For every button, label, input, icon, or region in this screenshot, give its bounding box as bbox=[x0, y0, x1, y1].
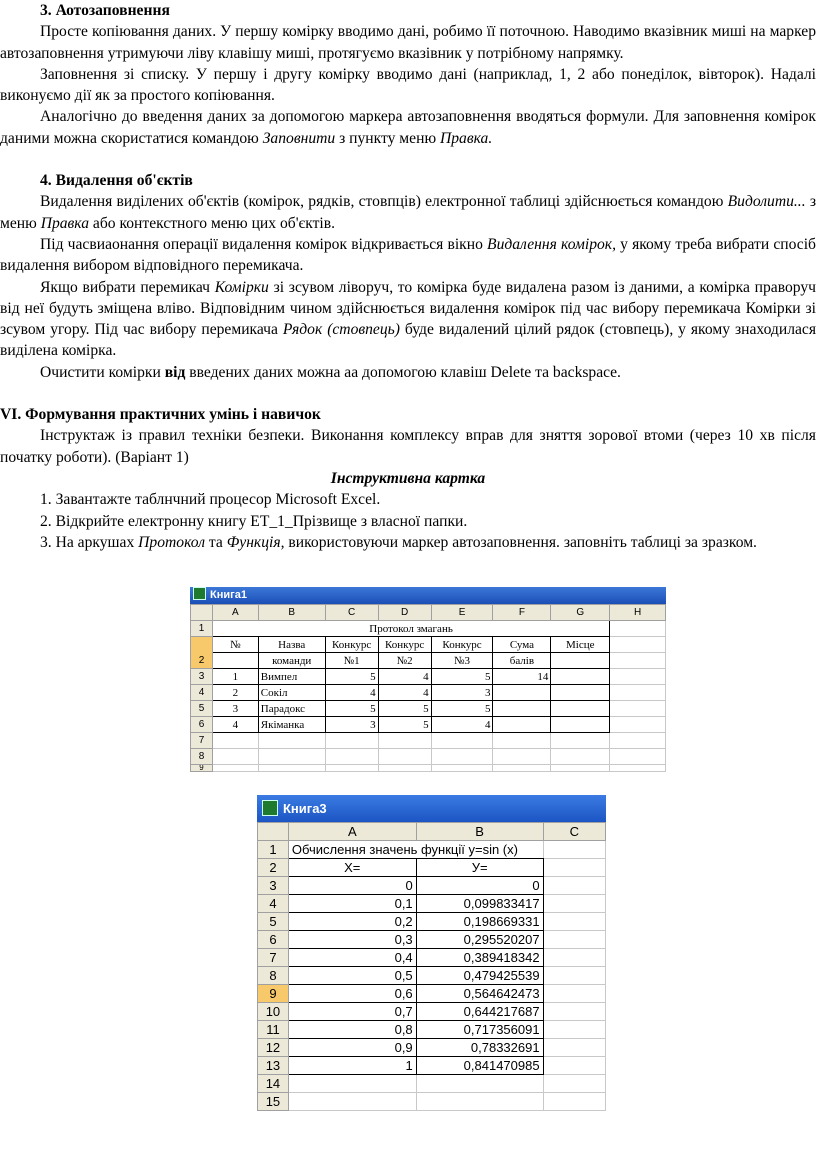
cell[interactable]: Місце bbox=[551, 637, 610, 653]
cell[interactable] bbox=[551, 653, 610, 669]
window-title: Книга3 bbox=[283, 801, 327, 816]
cell[interactable] bbox=[610, 749, 666, 765]
corner-cell[interactable] bbox=[191, 605, 213, 621]
cell[interactable] bbox=[610, 685, 666, 701]
cell-y[interactable]: 0,717356091 bbox=[416, 1021, 543, 1039]
cell[interactable]: 3 bbox=[212, 701, 258, 717]
cell[interactable] bbox=[378, 749, 431, 765]
cell-y[interactable]: 0,198669331 bbox=[416, 913, 543, 931]
cell[interactable]: №1 bbox=[325, 653, 378, 669]
cell[interactable] bbox=[610, 637, 666, 653]
window-titlebar bbox=[257, 795, 606, 822]
italic-text: Видолити... bbox=[727, 193, 806, 211]
cell[interactable] bbox=[543, 1075, 605, 1093]
cell[interactable] bbox=[610, 669, 666, 685]
row-header[interactable]: 5 bbox=[258, 913, 289, 931]
cell[interactable]: Вимпел bbox=[258, 669, 325, 685]
row-header[interactable]: 6 bbox=[191, 717, 213, 733]
cell[interactable] bbox=[258, 749, 325, 765]
text: Інструктаж із правил техніки безпеки. Виконання комплексу вправ для зняття зорової втоми (через 10 хв після початку роботи). (Варіант 1) bbox=[0, 427, 816, 466]
window-title: Книга1 bbox=[210, 589, 247, 601]
cell[interactable] bbox=[543, 1003, 605, 1021]
text: Очистити комірки bbox=[40, 363, 165, 381]
paragraph bbox=[0, 191, 816, 234]
cell-y[interactable]: 0,564642473 bbox=[416, 985, 543, 1003]
row-header[interactable]: 2 bbox=[191, 637, 213, 669]
cell[interactable]: 5 bbox=[325, 701, 378, 717]
cell[interactable]: № bbox=[212, 637, 258, 653]
col-header[interactable]: B bbox=[258, 605, 325, 621]
row-header[interactable]: 15 bbox=[258, 1093, 289, 1111]
merged-title-cell[interactable]: Протокол змагань bbox=[212, 621, 609, 637]
step-3 bbox=[0, 532, 816, 553]
cell[interactable] bbox=[493, 717, 551, 733]
row-header[interactable]: 11 bbox=[258, 1021, 289, 1039]
cell[interactable]: 4 bbox=[378, 669, 431, 685]
sheet-grid bbox=[190, 604, 666, 772]
row-header[interactable]: 4 bbox=[191, 685, 213, 701]
cell[interactable]: Конкурс bbox=[431, 637, 493, 653]
cell-x[interactable]: 0,3 bbox=[288, 931, 416, 949]
italic-text: Видалення комірок, bbox=[487, 235, 617, 253]
cell[interactable]: Назва bbox=[258, 637, 325, 653]
cell[interactable] bbox=[416, 1093, 543, 1111]
cell[interactable] bbox=[610, 717, 666, 733]
cell[interactable] bbox=[543, 913, 605, 931]
cell[interactable]: 5 bbox=[378, 717, 431, 733]
col-header[interactable]: C bbox=[543, 823, 605, 841]
col-header[interactable]: F bbox=[493, 605, 551, 621]
text: Під часвиаонання операції видалення комірок відкривається вікно bbox=[40, 235, 488, 253]
cell[interactable] bbox=[551, 749, 610, 765]
text: Аналогічно до введення даних за допомогою маркера автозаповнення вводяться формули. Для заповнення комірок даними можна скористатися командою bbox=[0, 108, 816, 147]
cell[interactable]: команди bbox=[258, 653, 325, 669]
row-header[interactable]: 12 bbox=[258, 1039, 289, 1057]
paragraph bbox=[0, 234, 816, 277]
row-header[interactable]: 3 bbox=[258, 877, 289, 895]
cell-y[interactable]: 0,099833417 bbox=[416, 895, 543, 913]
italic-text: Функція, bbox=[226, 533, 285, 551]
row-header[interactable]: 8 bbox=[258, 967, 289, 985]
italic-text: Протокол bbox=[138, 533, 205, 551]
cell[interactable] bbox=[551, 733, 610, 749]
cell[interactable] bbox=[416, 1075, 543, 1093]
cell[interactable] bbox=[543, 1021, 605, 1039]
cell-y[interactable]: 0,389418342 bbox=[416, 949, 543, 967]
cell-x[interactable]: 0,6 bbox=[288, 985, 416, 1003]
cell[interactable]: 4 bbox=[431, 717, 493, 733]
cell[interactable] bbox=[325, 749, 378, 765]
cell[interactable] bbox=[610, 733, 666, 749]
row-header[interactable]: 6 bbox=[258, 931, 289, 949]
cell-y[interactable]: 0 bbox=[416, 877, 543, 895]
col-header[interactable]: B bbox=[416, 823, 543, 841]
title-cell[interactable]: Обчислення значень функції y=sin (x) bbox=[288, 841, 543, 859]
sheet-grid bbox=[257, 822, 606, 1111]
cell[interactable] bbox=[543, 931, 605, 949]
row-header[interactable]: 8 bbox=[191, 749, 213, 765]
cell[interactable] bbox=[543, 967, 605, 985]
italic-text: Рядок (стовпець) bbox=[282, 321, 400, 339]
text: зі зсувом ліворуч, то комірка буде видалена разом із даними, а комірка праворуч від неї будуть зміщена вліво. Відповідним чином здійснюється видалення комірок під час вибору перемикача Комірки зі зсувом угору. Під час вибору перемикача bbox=[0, 278, 816, 339]
cell[interactable] bbox=[325, 765, 378, 772]
paragraph bbox=[0, 277, 816, 362]
cell[interactable] bbox=[258, 765, 325, 772]
section-6-title: VI. Формування практичних умінь і навичок bbox=[0, 406, 321, 424]
section-4-title: 4. Видалення об'єктів bbox=[40, 172, 193, 190]
cell[interactable] bbox=[551, 765, 610, 772]
cell[interactable] bbox=[551, 717, 610, 733]
paragraph bbox=[0, 106, 816, 149]
cell[interactable] bbox=[431, 733, 493, 749]
row-header[interactable]: 14 bbox=[258, 1075, 289, 1093]
cell[interactable] bbox=[493, 701, 551, 717]
row-header[interactable]: 4 bbox=[258, 895, 289, 913]
spreadsheet-kniga3 bbox=[257, 795, 606, 1131]
cell[interactable] bbox=[493, 733, 551, 749]
cell-y[interactable]: 0,479425539 bbox=[416, 967, 543, 985]
cell[interactable]: X= bbox=[288, 859, 416, 877]
excel-icon bbox=[262, 800, 278, 816]
window-titlebar bbox=[190, 587, 666, 604]
cell[interactable]: У= bbox=[416, 859, 543, 877]
cell[interactable]: балів bbox=[493, 653, 551, 669]
row-header[interactable]: 1 bbox=[258, 841, 289, 859]
text: Якщо вибрати перемикач bbox=[40, 278, 215, 296]
cell[interactable] bbox=[543, 877, 605, 895]
cell-y[interactable]: 0,644217687 bbox=[416, 1003, 543, 1021]
cell[interactable] bbox=[551, 701, 610, 717]
cell[interactable]: 5 bbox=[431, 669, 493, 685]
row-header[interactable]: 3 bbox=[191, 669, 213, 685]
cell[interactable]: 3 bbox=[325, 717, 378, 733]
text: з меню bbox=[0, 193, 816, 232]
cell[interactable] bbox=[543, 1057, 605, 1075]
cell-x[interactable]: 0,2 bbox=[288, 913, 416, 931]
row-header[interactable]: 7 bbox=[191, 733, 213, 749]
col-header[interactable]: C bbox=[325, 605, 378, 621]
cell[interactable]: 5 bbox=[325, 669, 378, 685]
paragraph bbox=[0, 64, 816, 107]
col-header[interactable]: E bbox=[431, 605, 493, 621]
text: або контекстного меню цих об'єктів. bbox=[89, 214, 335, 232]
italic-text: Заповнити bbox=[262, 129, 336, 147]
cell[interactable] bbox=[493, 749, 551, 765]
cell-x[interactable]: 0,9 bbox=[288, 1039, 416, 1057]
italic-text: Правка. bbox=[440, 129, 493, 147]
cell[interactable]: Якіманка bbox=[258, 717, 325, 733]
col-header[interactable]: G bbox=[551, 605, 610, 621]
text: та bbox=[205, 533, 227, 551]
cell[interactable]: 5 bbox=[431, 701, 493, 717]
cell[interactable] bbox=[493, 765, 551, 772]
row-header[interactable]: 9 bbox=[191, 765, 213, 772]
row-header[interactable]: 2 bbox=[258, 859, 289, 877]
step-1: 1. Завантажте таблнчний процесор Microsoft Excel. bbox=[40, 491, 381, 509]
text: введених даних можна аа допомогою клавіш Delete та backspace. bbox=[185, 363, 621, 381]
cell[interactable] bbox=[543, 859, 605, 877]
cell-x[interactable]: 0,8 bbox=[288, 1021, 416, 1039]
cell-y[interactable]: 0,295520207 bbox=[416, 931, 543, 949]
cell[interactable] bbox=[212, 765, 258, 772]
text: буде видалений цілий рядок (стовпець), у якому знаходилася виділена комірка. bbox=[0, 321, 816, 360]
cell[interactable]: 4 bbox=[212, 717, 258, 733]
cell[interactable] bbox=[212, 733, 258, 749]
cell-x[interactable]: 0,4 bbox=[288, 949, 416, 967]
cell-x[interactable]: 0,7 bbox=[288, 1003, 416, 1021]
text: Заповнення зі списку. У першу і другу комірку вводимо дані (наприклад, 1, 2 або понеділок, вівторок). Надалі виконуємо дії як за простого копіювання. bbox=[0, 65, 816, 105]
cell[interactable]: 3 bbox=[431, 685, 493, 701]
row-header[interactable]: 9 bbox=[258, 985, 289, 1003]
step-2: 2. Відкрийте електронну книгу ЕТ_1_Прізвище з власної папки. bbox=[40, 512, 468, 530]
corner-cell[interactable] bbox=[258, 823, 289, 841]
cell[interactable] bbox=[288, 1093, 416, 1111]
text: у якому треба вибрати спосіб видалення вибором відповідного перемикача. bbox=[0, 235, 816, 275]
cell[interactable] bbox=[288, 1075, 416, 1093]
cell[interactable] bbox=[258, 733, 325, 749]
cell[interactable]: №3 bbox=[431, 653, 493, 669]
text: Просте копіювання даних. У першу комірку вводимо дані, робимо її поточною. Наводимо вказівник миші на маркер автозаповнення утримуючи ліву клавішу миші, протягуємо вказівник у потрібному напрямку. bbox=[0, 23, 816, 62]
cell[interactable] bbox=[212, 653, 258, 669]
col-header[interactable]: A bbox=[212, 605, 258, 621]
paragraph bbox=[0, 362, 816, 383]
cell[interactable] bbox=[431, 749, 493, 765]
cell-x[interactable]: 1 bbox=[288, 1057, 416, 1075]
row-header[interactable]: 10 bbox=[258, 1003, 289, 1021]
cell[interactable]: Сума bbox=[493, 637, 551, 653]
cell-y[interactable]: 0,841470985 bbox=[416, 1057, 543, 1075]
row-header[interactable]: 5 bbox=[191, 701, 213, 717]
cell[interactable] bbox=[610, 653, 666, 669]
cell-y[interactable]: 0,78332691 bbox=[416, 1039, 543, 1057]
card-title: Інструктивна картка bbox=[330, 469, 486, 487]
bold-text: від bbox=[164, 363, 186, 381]
row-header[interactable]: 7 bbox=[258, 949, 289, 967]
cell[interactable] bbox=[378, 765, 431, 772]
text: Видалення виділених об'єктів (комірок, рядків, стовпців) електронної таблиці здійснюється командою bbox=[40, 193, 728, 211]
text: використовуючи маркер автозаповнення. заповніть таблиці за зразком. bbox=[284, 533, 757, 551]
cell[interactable]: 2 bbox=[212, 685, 258, 701]
italic-text: Комірки bbox=[214, 278, 269, 296]
cell[interactable] bbox=[543, 985, 605, 1003]
cell-x[interactable]: 0 bbox=[288, 877, 416, 895]
cell[interactable]: Конкурс bbox=[325, 637, 378, 653]
cell[interactable] bbox=[543, 1093, 605, 1111]
cell[interactable]: Сокіл bbox=[258, 685, 325, 701]
spreadsheet-kniga1 bbox=[190, 587, 666, 773]
cell[interactable]: Конкурс bbox=[378, 637, 431, 653]
row-header[interactable]: 13 bbox=[258, 1057, 289, 1075]
cell[interactable]: 1 bbox=[212, 669, 258, 685]
document-body bbox=[0, 0, 816, 553]
cell[interactable]: Парадокс bbox=[258, 701, 325, 717]
cell[interactable]: 4 bbox=[325, 685, 378, 701]
cell[interactable] bbox=[543, 895, 605, 913]
row-header[interactable]: 1 bbox=[191, 621, 213, 637]
cell[interactable] bbox=[610, 765, 666, 772]
cell[interactable]: 5 bbox=[378, 701, 431, 717]
text: 3. На аркушах bbox=[40, 533, 139, 551]
cell[interactable] bbox=[543, 949, 605, 967]
cell[interactable] bbox=[610, 701, 666, 717]
cell[interactable] bbox=[212, 749, 258, 765]
col-header[interactable]: A bbox=[288, 823, 416, 841]
text: з пункту меню bbox=[335, 129, 440, 147]
excel-icon bbox=[193, 587, 206, 600]
cell[interactable] bbox=[551, 669, 610, 685]
cell-x[interactable]: 0,1 bbox=[288, 895, 416, 913]
cell[interactable]: №2 bbox=[378, 653, 431, 669]
italic-text: Правка bbox=[40, 214, 90, 232]
paragraph bbox=[0, 21, 816, 64]
cell[interactable] bbox=[543, 841, 605, 859]
cell[interactable] bbox=[543, 1039, 605, 1057]
col-header[interactable]: D bbox=[378, 605, 431, 621]
col-header[interactable]: H bbox=[610, 605, 666, 621]
cell[interactable] bbox=[551, 685, 610, 701]
section-3-title: 3. Аотозаповнення bbox=[40, 2, 170, 19]
paragraph bbox=[0, 425, 816, 468]
cell[interactable] bbox=[610, 621, 666, 637]
cell-x[interactable]: 0,5 bbox=[288, 967, 416, 985]
cell[interactable] bbox=[431, 765, 493, 772]
cell[interactable] bbox=[378, 733, 431, 749]
cell[interactable]: 14 bbox=[493, 669, 551, 685]
cell[interactable] bbox=[325, 733, 378, 749]
cell[interactable]: 4 bbox=[378, 685, 431, 701]
cell[interactable] bbox=[493, 685, 551, 701]
